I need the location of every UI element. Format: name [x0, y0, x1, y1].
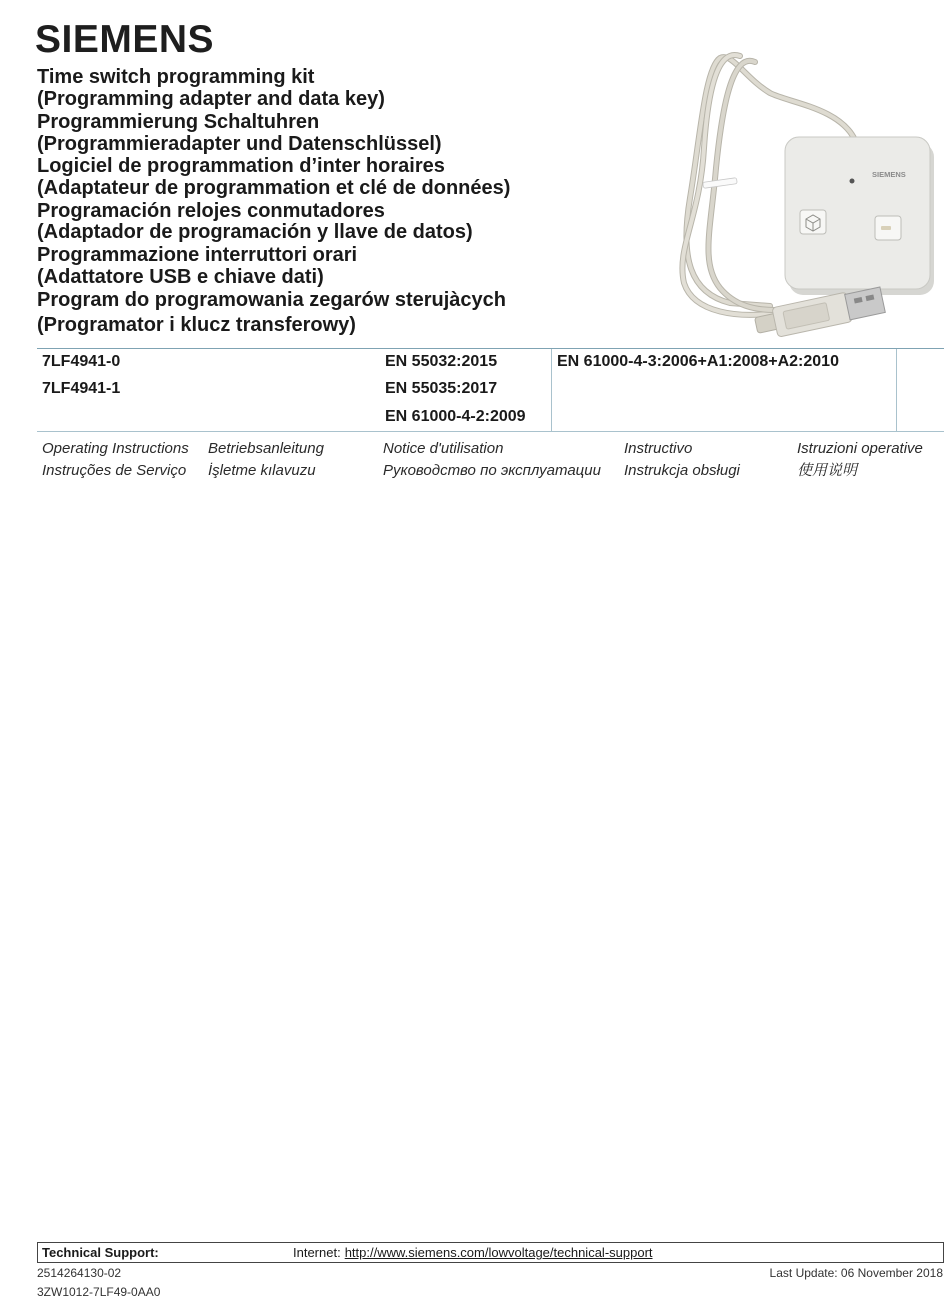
manual-title-zh: 使用说明: [797, 462, 858, 479]
standard-entry: EN 61000-4-2:2009: [385, 408, 526, 425]
siemens-logo: SIEMENS: [35, 18, 215, 61]
order-number: 7LF4941-1: [42, 380, 121, 397]
table-top-rule: [37, 348, 944, 349]
standard-entry: EN 55035:2017: [385, 380, 498, 397]
last-update: Last Update: 06 November 2018: [769, 1266, 943, 1280]
cable-tie: [703, 178, 738, 189]
manual-title-tr: İşletme kılavuzu: [208, 462, 316, 479]
device-brand-label: SIEMENS: [872, 170, 906, 179]
technical-support-link[interactable]: http://www.siemens.com/lowvoltage/technical-support: [344, 1245, 653, 1260]
manual-title-pl: Instrukcja obsługi: [624, 462, 740, 479]
title-line: Time switch programming kit: [37, 66, 315, 88]
title-line: Programmierung Schaltuhren: [37, 111, 320, 133]
title-line: Logiciel de programmation d’inter horaires: [37, 155, 445, 177]
technical-support-label: Technical Support:: [42, 1245, 159, 1260]
title-line: Programmazione interruttori orari: [37, 244, 358, 266]
manual-title-pt: Instruções de Serviço: [42, 462, 187, 479]
internet-label: Internet:: [293, 1245, 341, 1260]
title-line: (Programator i klucz transferowy): [37, 314, 356, 336]
table-column-divider: [551, 349, 552, 431]
standard-entry: EN 61000-4-3:2006+A1:2008+A2:2010: [557, 353, 839, 370]
manual-title-en: Operating Instructions: [42, 440, 189, 457]
manual-title-it: Istruzioni operative: [797, 440, 923, 457]
title-line: (Adaptateur de programmation et clé de données): [37, 177, 511, 199]
internet-line: [293, 1243, 653, 1262]
manual-title-ru: Руководство по эксплуатации: [383, 462, 601, 479]
title-line: Programación relojes conmutadores: [37, 200, 385, 222]
table-bottom-rule: [37, 431, 944, 432]
data-key-slot-left: [800, 210, 826, 234]
slot-indicator-icon: [881, 226, 891, 230]
title-line: Program do programowania zegarów sterujàcych: [37, 289, 507, 311]
programming-adapter-device: [785, 137, 934, 295]
order-number: 7LF4941-0: [42, 353, 121, 370]
table-column-divider: [896, 349, 897, 431]
manual-title-fr: Notice d'utilisation: [383, 440, 504, 457]
technical-support-box: [37, 1242, 944, 1263]
product-image: [660, 48, 935, 338]
data-key-slot-right: [875, 216, 901, 240]
status-led: [850, 179, 855, 184]
document-number: 2514264130-02: [37, 1266, 122, 1280]
title-line: (Adattatore USB e chiave dati): [37, 266, 324, 288]
manual-title-de: Betriebsanleitung: [208, 440, 324, 457]
standard-entry: EN 55032:2015: [385, 353, 498, 370]
manual-title-es: Instructivo: [624, 440, 693, 457]
order-code: 3ZW1012-7LF49-0AA0: [37, 1285, 161, 1299]
title-line: (Programming adapter and data key): [37, 88, 385, 110]
title-line: (Programmieradapter und Datenschlüssel): [37, 133, 442, 155]
title-line: (Adaptador de programación y llave de datos): [37, 221, 473, 243]
